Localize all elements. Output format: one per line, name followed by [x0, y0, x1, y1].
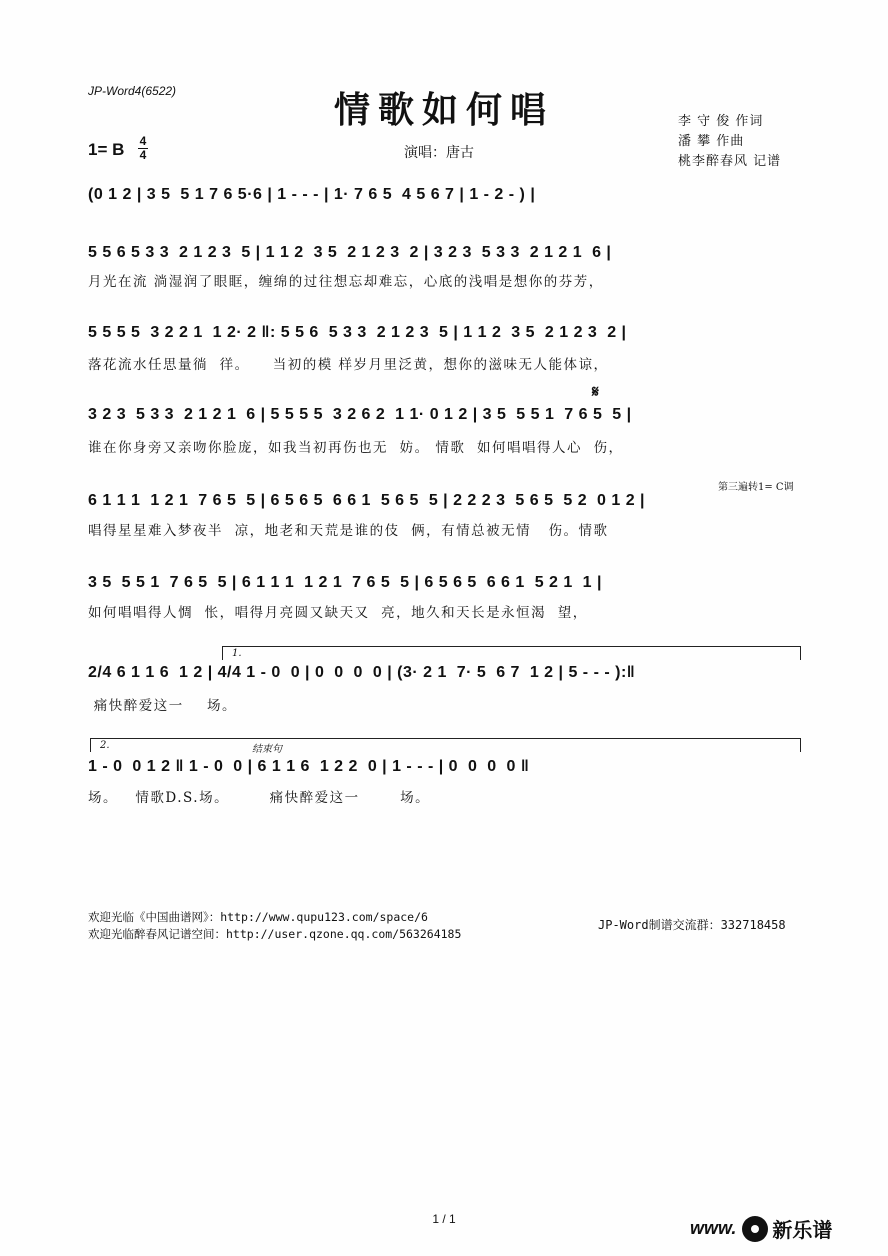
- page-number: 1 / 1: [432, 1212, 456, 1226]
- segno-sign: 𝄋: [592, 382, 599, 401]
- lyric-row-5: 唱得星星难入梦夜半 凉，地老和天荒是谁的伎 俩，有情总被无情 伤。情歌: [88, 523, 609, 539]
- notation-row-4: 3 2 3 5 3 3 2 1 2 1 6 | 5 5 5 5 3 2 6 2 1 1· 0 1 2 | 3 5 5 5 1 7 6 5 5 |: [88, 406, 632, 423]
- time-signature-top: 4: [139, 134, 147, 148]
- modulation-note: 第三遍转1= C调: [718, 482, 794, 493]
- transcriber-credit: 桃李醉春风 记谱: [678, 154, 782, 169]
- logo-www-text: www.: [690, 1218, 737, 1238]
- notation-row-7: 2/4 6 1 1 6 1 2 | 4/4 1 - 0 0 | 0 0 0 0 | (3· 2 1 7· 5 6 7 1 2 | 5 - - - ):‖: [88, 664, 636, 681]
- notation-row-8: 1 - 0 0 1 2 ‖ 1 - 0 0 | 6 1 1 6 1 2 2 0 | 1 - - - | 0 0 0 0 ‖: [88, 758, 530, 775]
- vinyl-disc-icon: [742, 1216, 768, 1242]
- lyric-row-6: 如何唱唱得人惆 怅，唱得月亮圆又缺天又 亮，地久和天长是永恒渴 望，: [88, 605, 588, 621]
- volta-1-label: 1.: [232, 648, 242, 659]
- volta-2-bracket-end: [800, 738, 801, 752]
- lyric-row-4: 谁在你身旁又亲吻你脸庞，如我当初再伤也无 妨。 情歌 如何唱唱得人心 伤，: [88, 440, 624, 456]
- volta-1-bracket-side: [222, 646, 223, 660]
- song-title: 情歌如何唱: [333, 89, 554, 131]
- volta-2-label: 2.: [100, 740, 110, 751]
- site-logo[interactable]: [690, 1214, 832, 1243]
- notation-row-6: 3 5 5 5 1 7 6 5 5 | 6 1 1 1 1 2 1 7 6 5 5 | 6 5 6 5 6 6 1 5 2 1 1 |: [88, 574, 602, 591]
- lyric-row-2: 月光在流 淌湿润了眼眶，缠绵的过往想忘却难忘，心底的浅唱是想你的芬芳，: [88, 274, 604, 290]
- notation-row-3: 5 5 5 5 3 2 2 1 1 2· 2 ‖: 5 5 6 5 3 3 2 1 2 3 5 | 1 1 2 3 5 2 1 2 3 2 |: [88, 324, 627, 341]
- lyric-row-7: 痛快醉爱这一 场。: [88, 698, 237, 714]
- time-signature: [138, 136, 148, 161]
- lyricist-credit: 李 守 俊 作词: [678, 114, 764, 129]
- lyric-row-3: 落花流水任思量徜 徉。 当初的模 样岁月里泛黄，想你的滋味无人能体谅，: [88, 357, 609, 373]
- volta-1-bracket: [222, 646, 800, 647]
- notation-row-2: 5 5 6 5 3 3 2 1 2 3 5 | 1 1 2 3 5 2 1 2 3 2 | 3 2 3 5 3 3 2 1 2 1 6 |: [88, 244, 612, 261]
- footer-link-2[interactable]: 欢迎光临醉春风记谱空间：http://user.qzone.qq.com/563264185: [88, 927, 462, 941]
- key-signature: 1= B: [88, 140, 125, 159]
- notation-row-5: 6 1 1 1 1 2 1 7 6 5 5 | 6 5 6 5 6 6 1 5 6 5 5 | 2 2 2 3 5 6 5 5 2 0 1 2 |: [88, 492, 646, 509]
- notation-row-1: (0 1 2 | 3 5 5 1 7 6 5·6 | 1 - - - | 1· 7 6 5 4 5 6 7 | 1 - 2 - ) |: [88, 186, 536, 203]
- software-label: JP-Word4(6522): [88, 84, 177, 98]
- logo-name-text: 新乐谱: [772, 1218, 833, 1242]
- ending-label: 结束句: [252, 744, 282, 755]
- footer-link-1[interactable]: 欢迎光临《中国曲谱网》：http://www.qupu123.com/space/6: [88, 910, 428, 924]
- volta-2-bracket: [90, 738, 800, 739]
- composer-credit: 潘 攀 作曲: [678, 134, 745, 149]
- time-signature-bottom: 4: [139, 148, 147, 162]
- singer-credit: 演唱：唐古: [404, 145, 474, 161]
- volta-2-bracket-side: [90, 738, 91, 752]
- volta-1-bracket-end: [800, 646, 801, 660]
- lyric-row-8: 场。 情歌D.S.场。 痛快醉爱这一 场。: [88, 790, 431, 806]
- qq-group-info: JP-Word制谱交流群：332718458: [598, 918, 786, 932]
